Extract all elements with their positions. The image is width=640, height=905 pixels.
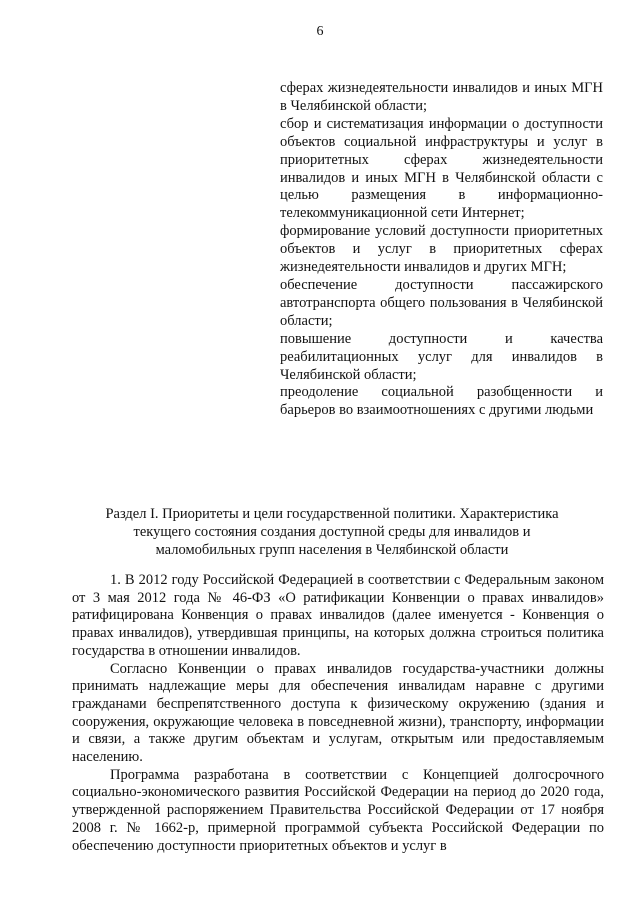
goals-list-item: обеспечение доступности пассажирского автотранспорта общего пользования в Челябинской области; (280, 276, 603, 329)
page-number: 6 (316, 24, 324, 39)
body-text (72, 572, 604, 855)
goals-list-item: сферах жизнедеятельности инвалидов и иных МГН в Челябинской области; (280, 80, 603, 114)
goals-list-item: преодоление социальной разобщенности и барьеров во взаимоотношениях с другими людьми (280, 384, 603, 419)
body-paragraph: Согласно Конвенции о правах инвалидов государства-участники должны принимать надлежащие меры для обеспечения инвалидам наравне с другими гражданами беспрепятственного доступа к физическому окружению (здания и сооружения, окружающие человека в повседневной жизни), транспорту, информации и связи, а также другим объектам и услугам, открытым или предоставляемым населению. (72, 660, 604, 766)
body-paragraph: Программа разработана в соответствии с Концепцией долгосрочного социально-экономического развития Российской Федерации на период до 2020 года, утвержденной распоряжением Правительства Российской Федерации от 17 ноября 2008 г. № 1662-р, примерной программой субъекта Российской Федерации по обеспечению доступности приоритетных объектов и услуг в (72, 766, 604, 854)
section-title: Раздел I. Приоритеты и цели государственной политики. Характеристика текущего состояния создания доступной среды для инвалидов и маломобильных групп населения в Челябинской области (105, 506, 559, 559)
goals-list-item: повышение доступности и качества реабилитационных услуг для инвалидов в Челябинской области; (280, 330, 603, 383)
goals-list (280, 80, 603, 420)
goals-list-item: сбор и систематизация информации о доступности объектов социальной инфраструктуры и услуг в приоритетных сферах жизнедеятельности инвалидов и иных МГН в Челябинской области с целью размещения в информационно-телекоммуникационной сети Интернет; (280, 115, 603, 222)
goals-list-item: формирование условий доступности приоритетных объектов и услуг в приоритетных сферах жизнедеятельности инвалидов и других МГН; (280, 223, 603, 276)
body-paragraph: 1. В 2012 году Российской Федерацией в соответствии с Федеральным законом от 3 мая 2012 года № 46-ФЗ «О ратификации Конвенции о правах инвалидов» ратифицирована Конвенция о правах инвалидов (далее именуется - Конвенция о правах инвалидов), утвердившая принципы, на которых должна строиться политика государства в отношении инвалидов. (72, 572, 604, 659)
